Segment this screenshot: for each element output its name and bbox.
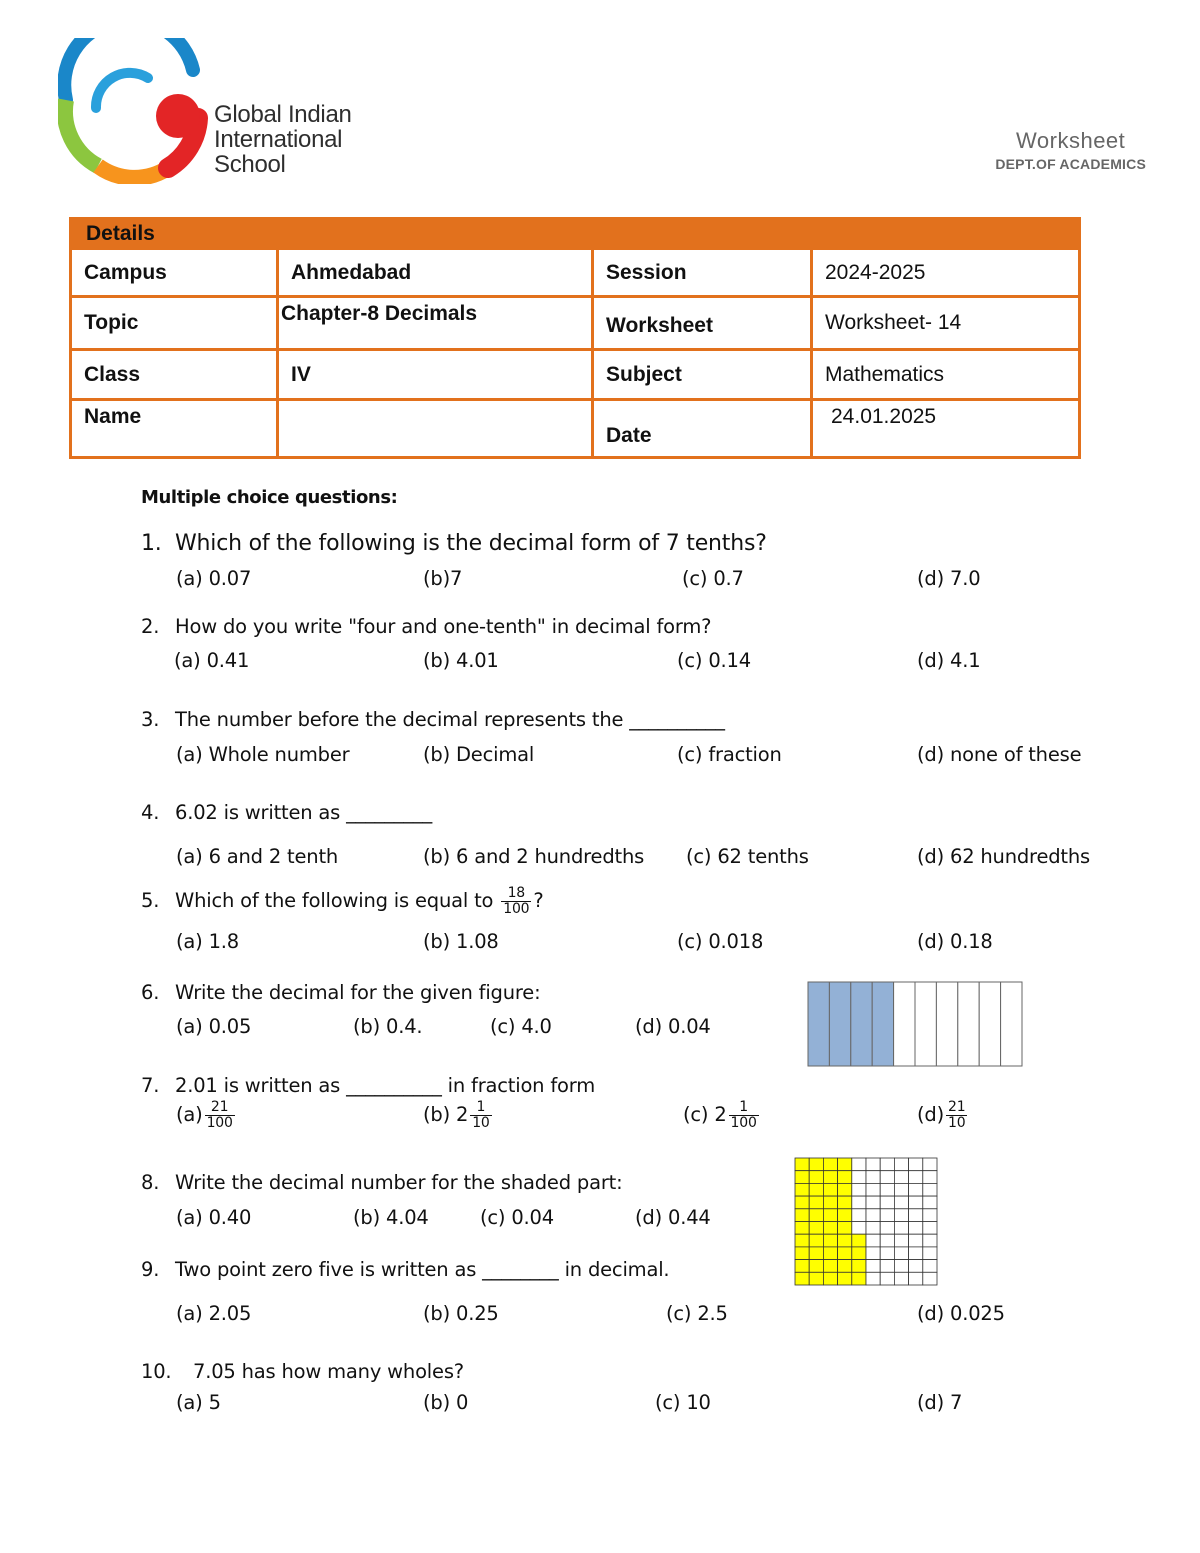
grid-cell bbox=[866, 1209, 880, 1222]
grid-cell bbox=[795, 1222, 809, 1235]
q3-option-c[interactable]: (c) fraction bbox=[677, 743, 782, 766]
grid-cell bbox=[809, 1171, 823, 1184]
grid-cell bbox=[852, 1234, 866, 1247]
grid-cell bbox=[923, 1247, 937, 1260]
grid-cell bbox=[795, 1260, 809, 1273]
grid-cell bbox=[866, 1260, 880, 1273]
grid-cell bbox=[795, 1171, 809, 1184]
grid-cell bbox=[838, 1222, 852, 1235]
grid-cell bbox=[894, 1209, 908, 1222]
grid-cell bbox=[894, 1260, 908, 1273]
q10-option-b[interactable]: (b) 0 bbox=[423, 1391, 469, 1414]
question-3: 3. The number before the decimal represents the __________ bbox=[141, 708, 725, 731]
grid-cell bbox=[795, 1183, 809, 1196]
grid-cell bbox=[852, 1209, 866, 1222]
grid-cell bbox=[894, 1171, 908, 1184]
grid-cell bbox=[923, 1196, 937, 1209]
q8-option-c[interactable]: (c) 0.04 bbox=[480, 1206, 554, 1229]
grid-cell bbox=[880, 1272, 894, 1285]
q8-option-b[interactable]: (b) 4.04 bbox=[353, 1206, 429, 1229]
q4-option-a[interactable]: (a) 6 and 2 tenth bbox=[176, 845, 339, 868]
grid-cell bbox=[880, 1171, 894, 1184]
question-4: 4. 6.02 is written as _________ bbox=[141, 801, 433, 824]
grid-cell bbox=[852, 1158, 866, 1171]
grid-cell bbox=[880, 1234, 894, 1247]
date-value: 24.01.2025 bbox=[812, 400, 1080, 458]
fraction: $\frac{18}{100}$ bbox=[503, 885, 530, 917]
grid-cell bbox=[894, 1247, 908, 1260]
grid-cell bbox=[838, 1196, 852, 1209]
q1-option-a[interactable]: (a) 0.07 bbox=[176, 567, 252, 590]
q7-option-a[interactable]: (a) $\frac{21}{100}$ bbox=[176, 1099, 233, 1131]
grid-cell bbox=[823, 1158, 837, 1171]
q7-option-d[interactable]: (d) $\frac{21}{10}$ bbox=[917, 1099, 966, 1131]
grid-cell bbox=[866, 1234, 880, 1247]
grid-cell bbox=[894, 1183, 908, 1196]
question-7: 7. 2.01 is written as __________ in fraction form bbox=[141, 1074, 596, 1097]
grid-cell bbox=[809, 1196, 823, 1209]
decimal-strip bbox=[979, 982, 1000, 1066]
department: DEPT.OF ACADEMICS bbox=[995, 156, 1146, 172]
grid-cell bbox=[894, 1196, 908, 1209]
document-header bbox=[995, 128, 1146, 172]
q1-option-d[interactable]: (d) 7.0 bbox=[917, 567, 981, 590]
q3-option-a[interactable]: (a) Whole number bbox=[176, 743, 350, 766]
q4-option-c[interactable]: (c) 62 tenths bbox=[686, 845, 809, 868]
q1-option-b[interactable]: (b)7 bbox=[423, 567, 463, 590]
q8-option-d[interactable]: (d) 0.44 bbox=[635, 1206, 711, 1229]
grid-cell bbox=[823, 1260, 837, 1273]
section-title: Multiple choice questions: bbox=[141, 487, 398, 508]
grid-cell bbox=[880, 1247, 894, 1260]
grid-cell bbox=[795, 1158, 809, 1171]
grid-cell bbox=[823, 1222, 837, 1235]
details-table bbox=[69, 217, 1081, 459]
q9-option-a[interactable]: (a) 2.05 bbox=[176, 1302, 252, 1325]
grid-cell bbox=[894, 1222, 908, 1235]
decimal-strip bbox=[851, 982, 872, 1066]
date-label: Date bbox=[593, 400, 812, 458]
grid-cell bbox=[880, 1222, 894, 1235]
decimal-strip bbox=[808, 982, 829, 1066]
grid-cell bbox=[894, 1158, 908, 1171]
grid-cell bbox=[880, 1183, 894, 1196]
grid-cell bbox=[866, 1183, 880, 1196]
q10-option-d[interactable]: (d) 7 bbox=[917, 1391, 963, 1414]
doc-type: Worksheet bbox=[1016, 128, 1126, 153]
grid-cell bbox=[852, 1247, 866, 1260]
grid-cell bbox=[852, 1222, 866, 1235]
grid-cell bbox=[880, 1158, 894, 1171]
q7-option-c[interactable]: (c) 2 $\frac{1}{100}$ bbox=[683, 1099, 757, 1131]
grid-cell bbox=[809, 1158, 823, 1171]
grid-cell bbox=[823, 1234, 837, 1247]
q10-option-c[interactable]: (c) 10 bbox=[655, 1391, 711, 1414]
grid-cell bbox=[923, 1234, 937, 1247]
grid-cell bbox=[823, 1171, 837, 1184]
grid-cell bbox=[894, 1234, 908, 1247]
worksheet-value: Worksheet- 14 bbox=[812, 297, 1080, 350]
decimal-strip bbox=[872, 982, 893, 1066]
q9-option-b[interactable]: (b) 0.25 bbox=[423, 1302, 499, 1325]
grid-cell bbox=[866, 1196, 880, 1209]
grid-cell bbox=[909, 1222, 923, 1235]
q3-option-b[interactable]: (b) Decimal bbox=[423, 743, 535, 766]
grid-cell bbox=[909, 1171, 923, 1184]
grid-cell bbox=[795, 1272, 809, 1285]
grid-cell bbox=[809, 1272, 823, 1285]
campus-label: Campus bbox=[71, 249, 278, 297]
question-1: 1. Which of the following is the decimal form of 7 tenths? bbox=[141, 531, 767, 556]
details-heading: Details bbox=[71, 219, 1080, 249]
question-6: 6. Write the decimal for the given figure: bbox=[141, 981, 541, 1004]
grid-cell bbox=[795, 1234, 809, 1247]
q9-option-c[interactable]: (c) 2.5 bbox=[666, 1302, 728, 1325]
q2-option-b[interactable]: (b) 4.01 bbox=[423, 649, 499, 672]
q4-option-b[interactable]: (b) 6 and 2 hundredths bbox=[423, 845, 645, 868]
grid-cell bbox=[909, 1272, 923, 1285]
grid-cell bbox=[823, 1183, 837, 1196]
grid-cell bbox=[823, 1247, 837, 1260]
grid-cell bbox=[852, 1183, 866, 1196]
grid-cell bbox=[838, 1272, 852, 1285]
grid-cell bbox=[809, 1260, 823, 1273]
q5-option-a[interactable]: (a) 1.8 bbox=[176, 930, 239, 953]
grid-cell bbox=[923, 1260, 937, 1273]
name-value[interactable] bbox=[278, 400, 593, 458]
grid-cell bbox=[795, 1196, 809, 1209]
grid-cell bbox=[923, 1171, 937, 1184]
q2-option-d[interactable]: (d) 4.1 bbox=[917, 649, 981, 672]
grid-cell bbox=[838, 1183, 852, 1196]
grid-cell bbox=[795, 1209, 809, 1222]
q9-option-d[interactable]: (d) 0.025 bbox=[917, 1302, 1005, 1325]
q7-option-b[interactable]: (b) 2 $\frac{1}{10}$ bbox=[423, 1099, 490, 1131]
grid-cell bbox=[866, 1171, 880, 1184]
grid-cell bbox=[809, 1247, 823, 1260]
grid-cell bbox=[795, 1247, 809, 1260]
grid-cell bbox=[838, 1247, 852, 1260]
grid-cell bbox=[909, 1209, 923, 1222]
q5-option-c[interactable]: (c) 0.018 bbox=[677, 930, 764, 953]
q6-option-b[interactable]: (b) 0.4. bbox=[353, 1015, 423, 1038]
grid-cell bbox=[823, 1209, 837, 1222]
grid-cell bbox=[880, 1209, 894, 1222]
q6-option-d[interactable]: (d) 0.04 bbox=[635, 1015, 711, 1038]
grid-cell bbox=[838, 1158, 852, 1171]
grid-cell bbox=[909, 1196, 923, 1209]
decimal-strip bbox=[915, 982, 936, 1066]
grid-cell bbox=[852, 1196, 866, 1209]
q8-option-a[interactable]: (a) 0.40 bbox=[176, 1206, 252, 1229]
q10-option-a[interactable]: (a) 5 bbox=[176, 1391, 221, 1414]
campus-value: Ahmedabad bbox=[278, 249, 593, 297]
name-label: Name bbox=[71, 400, 278, 458]
grid-cell bbox=[809, 1234, 823, 1247]
grid-cell bbox=[838, 1260, 852, 1273]
subject-value: Mathematics bbox=[812, 350, 1080, 400]
school-logo-icon bbox=[58, 38, 208, 184]
decimal-strip bbox=[829, 982, 850, 1066]
question-5: 5. Which of the following is equal to $\frac{18}{100}$ ? bbox=[141, 885, 544, 917]
grid-cell bbox=[909, 1247, 923, 1260]
question-8: 8. Write the decimal number for the shaded part: bbox=[141, 1171, 623, 1194]
session-value: 2024-2025 bbox=[812, 249, 1080, 297]
grid-cell bbox=[866, 1158, 880, 1171]
grid-cell bbox=[866, 1272, 880, 1285]
grid-cell bbox=[838, 1234, 852, 1247]
grid-cell bbox=[866, 1247, 880, 1260]
grid-cell bbox=[852, 1272, 866, 1285]
question-2: 2. How do you write "four and one-tenth" in decimal form? bbox=[141, 615, 712, 638]
grid-cell bbox=[880, 1260, 894, 1273]
decimal-strips-figure bbox=[807, 981, 1023, 1067]
decimal-strip bbox=[1001, 982, 1022, 1066]
grid-cell bbox=[823, 1272, 837, 1285]
q6-option-c[interactable]: (c) 4.0 bbox=[490, 1015, 552, 1038]
grid-cell bbox=[923, 1209, 937, 1222]
grid-cell bbox=[894, 1272, 908, 1285]
school-name: Global Indian International School bbox=[214, 101, 352, 178]
worksheet-label: Worksheet bbox=[593, 297, 812, 350]
grid-cell bbox=[909, 1234, 923, 1247]
grid-cell bbox=[852, 1171, 866, 1184]
q5-option-b[interactable]: (b) 1.08 bbox=[423, 930, 499, 953]
q2-option-a[interactable]: (a) 0.41 bbox=[174, 649, 250, 672]
grid-cell bbox=[838, 1171, 852, 1184]
grid-cell bbox=[923, 1158, 937, 1171]
grid-cell bbox=[909, 1158, 923, 1171]
q1-option-c[interactable]: (c) 0.7 bbox=[682, 567, 744, 590]
class-value: IV bbox=[278, 350, 593, 400]
grid-cell bbox=[923, 1272, 937, 1285]
grid-cell bbox=[809, 1209, 823, 1222]
grid-cell bbox=[809, 1222, 823, 1235]
grid-cell bbox=[923, 1183, 937, 1196]
grid-cell bbox=[909, 1183, 923, 1196]
q4-option-d[interactable]: (d) 62 hundredths bbox=[917, 845, 1090, 868]
session-label: Session bbox=[593, 249, 812, 297]
q3-option-d[interactable]: (d) none of these bbox=[917, 743, 1082, 766]
question-9: 9. Two point zero five is written as ________ in decimal. bbox=[141, 1258, 670, 1281]
grid-cell bbox=[880, 1196, 894, 1209]
grid-cell bbox=[866, 1222, 880, 1235]
question-10: 10. 7.05 has how many wholes? bbox=[141, 1360, 464, 1383]
q6-option-a[interactable]: (a) 0.05 bbox=[176, 1015, 252, 1038]
grid-cell bbox=[923, 1222, 937, 1235]
topic-value: Chapter-8 Decimals bbox=[278, 297, 593, 350]
class-label: Class bbox=[71, 350, 278, 400]
grid-cell bbox=[838, 1209, 852, 1222]
topic-label: Topic bbox=[71, 297, 278, 350]
grid-cell bbox=[823, 1196, 837, 1209]
subject-label: Subject bbox=[593, 350, 812, 400]
q5-option-d[interactable]: (d) 0.18 bbox=[917, 930, 993, 953]
q2-option-c[interactable]: (c) 0.14 bbox=[677, 649, 751, 672]
grid-cell bbox=[809, 1183, 823, 1196]
hundred-grid-figure bbox=[794, 1157, 939, 1286]
grid-cell bbox=[852, 1260, 866, 1273]
grid-cell bbox=[909, 1260, 923, 1273]
decimal-strip bbox=[894, 982, 915, 1066]
decimal-strip bbox=[958, 982, 979, 1066]
decimal-strip bbox=[936, 982, 957, 1066]
